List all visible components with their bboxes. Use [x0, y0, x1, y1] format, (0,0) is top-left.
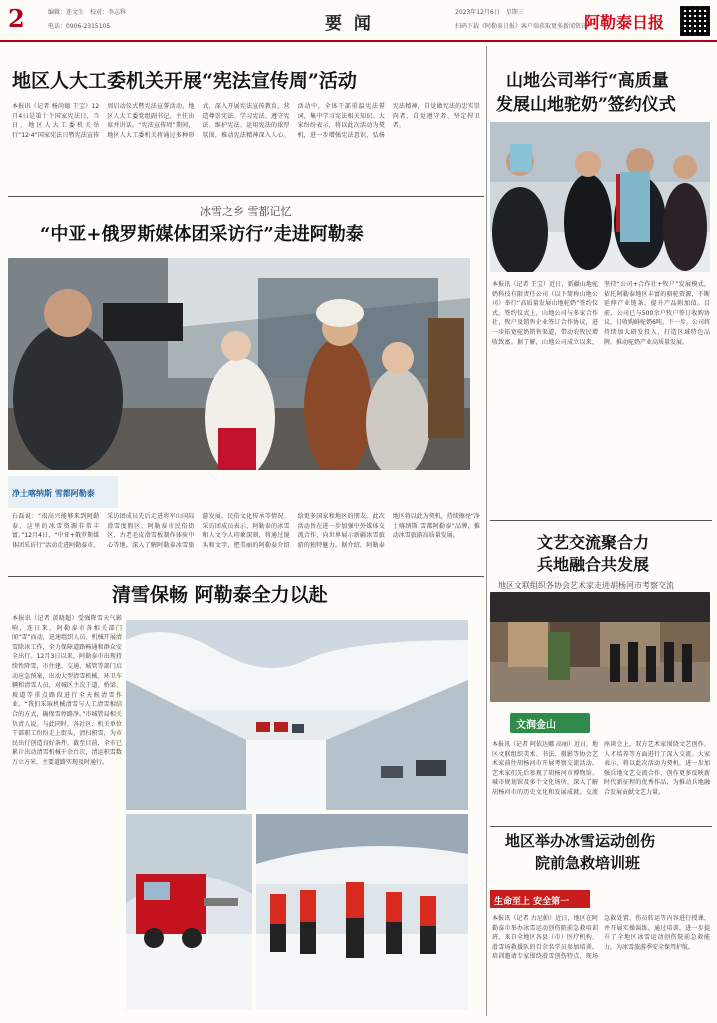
side-caption-culture: 文润金山	[516, 720, 556, 731]
photo-museum-visit	[490, 592, 710, 702]
headline-culture-2: 兵地融合共发展	[537, 555, 650, 574]
section-title: 要 闻	[325, 14, 374, 34]
divider	[490, 826, 712, 827]
issue-date: 2023年12月6日 星期三	[455, 9, 524, 16]
kicker-media: 冰雪之乡 雪都记忆	[200, 205, 292, 218]
divider	[8, 196, 484, 197]
headline-snow: 清雪保畅 阿勒泰全力以赴	[112, 584, 328, 606]
headline-culture-1: 文艺交流聚合力	[537, 533, 650, 552]
editor-line: 编辑：连文生 校对：李志科	[48, 9, 127, 16]
article-body-snow: 本报讯（记者 黄晓超）受强降雪天气影响，连日来，阿勒泰市各相关部门闻“雪”而动，迅速组织人员、机械开展清雪除冰工作，全力保障道路畅通和群众安全出行。12月3日以来，阿勒泰市出现持续性降雪，市住建、交通、城管等部门启动应急预案，出动大型清雪机械、环卫车辆和清雪人员，对城区主次干道、桥梁、坡道等重点路段进行全天候清雪作业。“我们采取机械清雪与人工清雪相结合的方式，确保雪停路净。”市城管局相关负责人说。与此同时，各社区、机关单位干部职工纷纷走上街头，清扫积雪，为市民出行创造良好条件。截至目前，全市已累计出动清雪机械千余台次，清运积雪数万立方米，主要道路实现及时通行。	[12, 615, 122, 766]
headline-ice-2: 院前急救培训班	[535, 854, 641, 872]
article-body-camel: 本报讯（记者 王宝）近日，新疆山地驼奶科技有限责任公司（以下简称山地公司）举行“高质量发展山地驼奶”签约仪式。签约仪式上，山地公司与多家合作社、牧户及销售企业签订合作协议，进一步拓宽驼奶销售渠道，带动农牧民增收致富。据了解，山地公司成立以来，坚持“公司+合作社+牧户”发展模式，依托阿勒泰地区丰富的骆驼资源，不断延伸产业链条，提升产品附加值。目前，公司已与500余户牧户签订收购协议，日收购鲜驼奶6吨。下一步，公司将持续加大研发投入，打造区域特色品牌，推动驼奶产业高质量发展。	[492, 281, 710, 346]
headline-camel-2: 发展山地驼奶”签约仪式	[496, 95, 676, 115]
page-number: 2	[8, 4, 25, 33]
photo-snow-workers	[256, 814, 468, 1010]
divider	[8, 576, 484, 577]
qr-code-icon[interactable]	[680, 6, 710, 36]
article-body-ice: 本报讯（记者 古尼帕）近日，地区在阿勒泰市举办冰雪运动创伤院前急救培训班，来自全地区各县（市）医疗机构、滑雪场救援队的百余名学员参加培训。培训邀请专家围绕滑雪创伤特点、现场急救处置、伤员转运等内容进行授课，并开展实操演练。通过培训，进一步提升了全地区冰雪运动创伤院前急救能力，为冰雪旅游季安全保驾护航。	[492, 915, 710, 961]
photo-media-interview	[8, 258, 470, 470]
column-divider	[486, 46, 487, 1016]
article-body-media: 石磊说：“很高兴能够来到阿勒泰，这里的冰雪资源非常丰富。”12月4日，“中亚+俄罗斯媒体团采访行”活动走进阿勒泰市，采访团成员先后走进将军山国际滑雪度假区、阿勒泰市民俗街区、古老毛皮滑雪板制作体验中心等地，深入了解阿勒泰冰雪旅游发展、民俗文化传承等情况。采访团成员表示，阿勒泰的冰雪和人文令人印象深刻，将通过镜头和文字，把美丽的阿勒泰介绍给更多国家和地区的朋友。此次活动旨在进一步加强中外媒体交流合作，向世界展示新疆冰雪旅游的独特魅力。据介绍，阿勒泰地区将以此为契机，持续擦亮“净土喀纳斯 雪都阿勒泰”品牌，推动冰雪旅游高质量发展。	[12, 513, 480, 549]
subtitle-culture: 地区文联组织各协会艺术家走进胡杨河市考察交流	[498, 581, 674, 590]
headline-camel-1: 山地公司举行“高质量	[506, 71, 669, 91]
headline-constitution: 地区人大工委机关开展“宪法宣传周”活动	[12, 70, 357, 92]
newspaper-brand: 阿勒泰日报	[584, 13, 665, 32]
phone-line: 电话：0906-2315105	[48, 23, 111, 30]
divider	[490, 520, 712, 521]
article-body-culture: 本报讯（记者 阿依达娜 高丽）近日，地区文联组织美术、书法、摄影等协会艺术家前往胡杨河市开展考察交流活动。艺术家们先后参观了胡杨河市博物馆、城市规划馆及多个文化场所，深入了解胡杨河市的历史文化和发展成就。交流座谈会上，双方艺术家围绕文艺创作、人才培养等方面进行了深入交流。大家表示，将以此次活动为契机，进一步加强兵地文艺交流合作，创作更多反映新时代新征程的优秀作品，为推动兵地融合发展贡献文艺力量。	[492, 741, 710, 796]
qr-hint: 扫码下载《阿勒泰日报》客户端获取更多新闻资讯	[455, 23, 588, 30]
headline-ice-1: 地区举办冰雪运动创伤	[505, 832, 656, 850]
photo-signing-ceremony	[490, 122, 710, 272]
headline-media: “中亚+俄罗斯媒体团采访行”走进阿勒泰	[40, 224, 364, 245]
article-body-constitution: 本报讯（记者 杨尚德 王宝）12月4日是第十个国家宪法日，当日，地区人大工委机关举行“12·4”国家宪法日暨宪法宣传周启动仪式暨宪法宣誓活动。地区人大工委党组副书记、主任出席并讲话。“宪法宣传周”期间，地区人大工委机关将通过多种形式，深入开展宪法宣传教育，营造尊崇宪法、学习宪法、遵守宪法、维护宪法、运用宪法的浓厚氛围，推动宪法精神深入人心。活动中，全体干部重温宪法誓词，集中学习宪法相关知识。大家纷纷表示，将以此次活动为契机，进一步增强宪法意识，弘扬宪法精神，自觉做宪法的忠实崇尚者、自觉遵守者、坚定捍卫者。	[12, 103, 480, 139]
side-caption-media: 净土喀纳斯 雪都阿勒泰	[12, 489, 95, 498]
photo-snowy-road	[126, 620, 468, 810]
photo-snowplow	[126, 814, 252, 1010]
side-caption-ice: 生命至上 安全第一	[494, 897, 570, 907]
